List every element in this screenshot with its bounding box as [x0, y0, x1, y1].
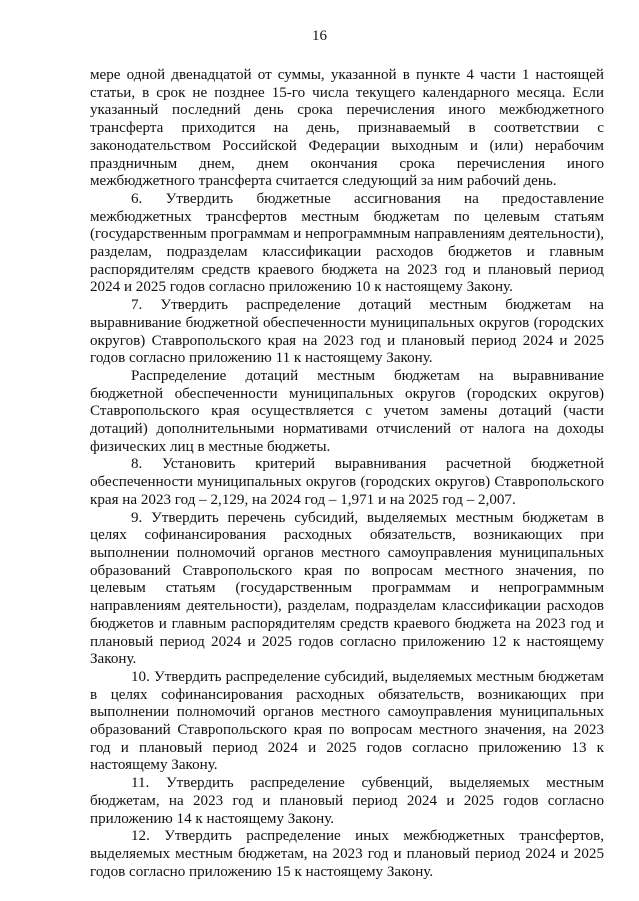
paragraph-item-9: 9. Утвердить перечень субсидий, выделяемых местным бюджетам в целях софинансирования расходных обязательств, возникающих при выполнении полномочий органов местного самоуправления муниципальных образований Ставропольского края по вопросам местного значения, по целевым статьям (государственным программам и непрограммным направлениям деятельности), разделам, подразделам классификации расходов бюджетов и главным распорядителям средств краевого бюджета на 2023 год и плановый период 2024 и 2025 годов согласно приложению 12 к настоящему Закону. [90, 509, 604, 668]
paragraph-item-6: 6. Утвердить бюджетные ассигнования на предоставление межбюджетных трансфертов местным бюджетам по целевым статьям (государственным программам и непрограммным направлениям деятельности), разделам, подразделам классификации расходов бюджетов и главным распорядителям средств краевого бюджета на 2023 год и плановый период 2024 и 2025 годов согласно приложению 10 к настоящему Закону. [90, 190, 604, 296]
paragraph-item-8: 8. Установить критерий выравнивания расчетной бюджетной обеспеченности муниципальных округов (городских округов) Ставропольского края на 2023 год – 2,129, на 2024 год – 1,971 и на 2025 год – 2,007. [90, 456, 604, 508]
paragraph-item-7: 7. Утвердить распределение дотаций местным бюджетам на выравнивание бюджетной обеспеченности муниципальных округов (городских округов) Ставропольского края на 2023 год и плановый период 2024 и 2025 годов согласно приложению 11 к настоящему Закону. [90, 297, 604, 367]
paragraph-item-10: 10. Утвердить распределение субсидий, выделяемых местным бюджетам в целях софинансирования расходных обязательств, возникающих при выполнении полномочий органов местного самоуправления муниципальных образований Ставропольского края по вопросам местного значения, на 2023 год и плановый период 2024 и 2025 годов согласно приложению 13 к настоящему Закону. [90, 668, 604, 774]
paragraph-item-7-subparagraph: Распределение дотаций местным бюджетам на выравнивание бюджетной обеспеченности муниципальных округов (городских округов) Ставропольского края осуществляется с учетом замены дотаций (части дотаций) дополнительными нормативами отчислений от налога на доходы физических лиц в местные бюджеты. [90, 367, 604, 455]
page-number: 16 [312, 28, 327, 44]
document-body [90, 67, 604, 881]
paragraph-continuation: мере одной двенадцатой от суммы, указанной в пункте 4 части 1 настоящей статьи, в срок не позднее 15-го числа текущего календарного месяца. Если указанный последний день срока перечисления иного межбюджетного трансферта приходится на день, признаваемый в соответствии с законодательством Российской Федерации выходным и (или) нерабочим праздничным днем, днем окончания срока перечисления иного межбюджетного трансферта считается следующий за ним рабочий день. [90, 67, 604, 190]
paragraph-item-12: 12. Утвердить распределение иных межбюджетных трансфертов, выделяемых местным бюджетам, на 2023 год и плановый период 2024 и 2025 годов согласно приложению 15 к настоящему Закону. [90, 828, 604, 880]
paragraph-item-11: 11. Утвердить распределение субвенций, выделяемых местным бюджетам, на 2023 год и плановый период 2024 и 2025 годов согласно приложению 14 к настоящему Закону. [90, 775, 604, 827]
